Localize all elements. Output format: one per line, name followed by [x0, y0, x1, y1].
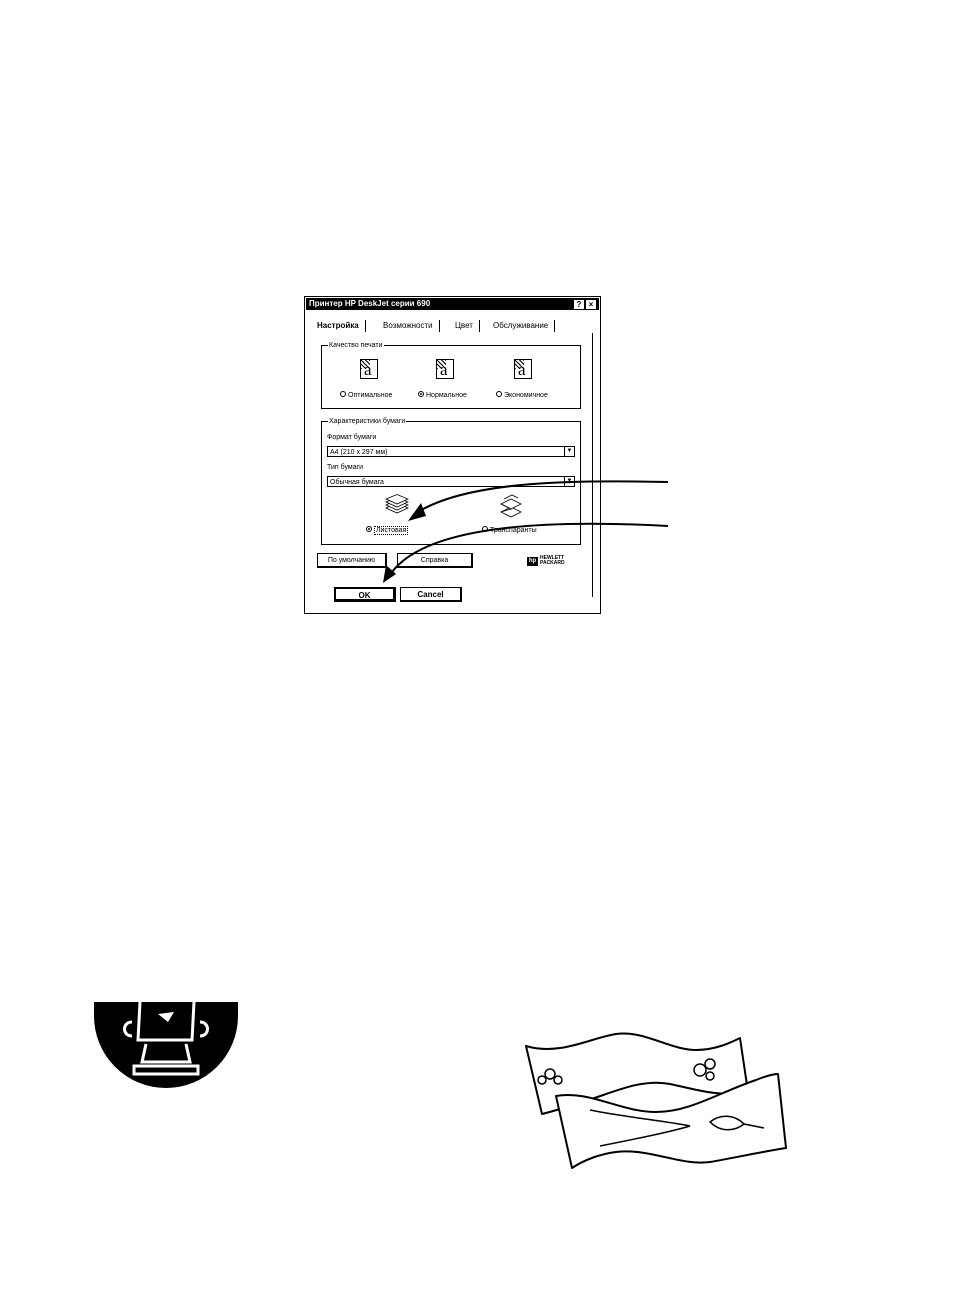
dropdown-arrow-icon[interactable]: ▼	[564, 447, 574, 456]
ok-button[interactable]: OK	[334, 587, 396, 602]
tab-setup[interactable]: Настройка	[317, 320, 366, 332]
quality-radio-normal[interactable]: Нормальное	[418, 391, 467, 400]
dropdown-arrow-icon[interactable]: ▼	[564, 477, 574, 486]
paper-type-label: Тип бумаги	[327, 464, 364, 471]
feed-radio-banner[interactable]: Транспаранты	[482, 526, 537, 535]
callout-arrow-ok	[388, 524, 668, 578]
quality-letter-icon: a	[436, 359, 454, 379]
tab-features[interactable]: Возможности	[383, 320, 440, 332]
quality-radio-economy[interactable]: Экономичное	[496, 391, 548, 400]
close-icon[interactable]: ×	[585, 299, 597, 310]
feed-radio-sheet[interactable]: Листовая	[366, 526, 408, 535]
printer-badge-icon	[94, 1002, 238, 1088]
paper-size-label: Формат бумаги	[327, 434, 377, 441]
cancel-button[interactable]: Cancel	[400, 587, 462, 602]
tab-color[interactable]: Цвет	[455, 320, 480, 332]
hp-logo: hp HEWLETT PACKARD	[528, 555, 565, 566]
banner-paper-illustration	[520, 1028, 790, 1180]
defaults-button[interactable]: По умолчанию	[317, 553, 387, 568]
callout-arrow-sheet	[418, 481, 668, 512]
quality-letter-icon: a	[360, 359, 378, 379]
paper-size-select[interactable]: A4 (210 x 297 мм) ▼	[327, 446, 575, 457]
help-button[interactable]: Справка	[397, 553, 473, 568]
quality-letter-icon: a	[514, 359, 532, 379]
tab-service[interactable]: Обслуживание	[493, 320, 555, 332]
paper-type-select[interactable]: Обычная бумага ▼	[327, 476, 575, 487]
hp-logo-mark: hp	[528, 557, 537, 564]
help-icon[interactable]: ?	[573, 299, 585, 310]
dialog-title: Принтер HP DeskJet серии 690	[309, 299, 431, 308]
quality-radio-best[interactable]: Оптимальное	[340, 391, 392, 400]
paper-group-title: Характеристики бумаги	[329, 418, 406, 425]
print-quality-title: Качество печати	[329, 342, 383, 349]
